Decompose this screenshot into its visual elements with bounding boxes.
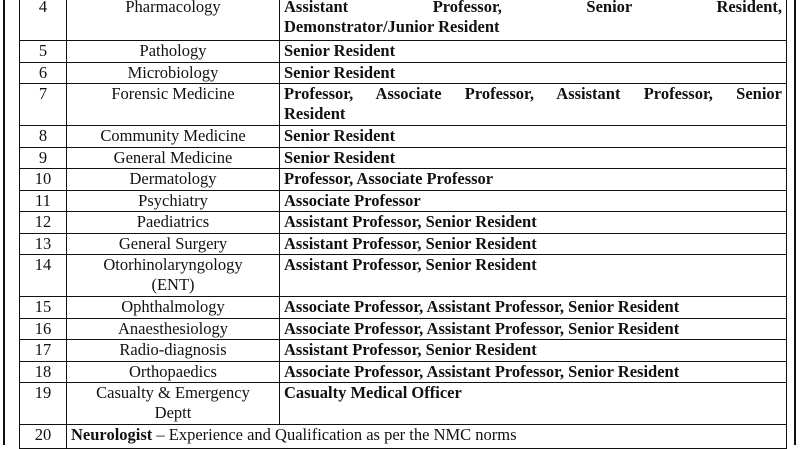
table-row bbox=[20, 340, 787, 362]
posts-cell: Senior Resident bbox=[280, 41, 787, 63]
department-name bbox=[67, 383, 280, 425]
serial-number: 19 bbox=[20, 383, 67, 425]
serial-number: 15 bbox=[20, 297, 67, 319]
table-row bbox=[20, 255, 787, 297]
table-row bbox=[20, 383, 787, 425]
posts-cell: Assistant Professor, Senior Resident bbox=[280, 233, 787, 255]
posts-cell: Associate Professor, Assistant Professor, Senior Resident bbox=[280, 361, 787, 383]
posts-cell bbox=[280, 0, 787, 41]
department-name: Pathology bbox=[67, 41, 280, 63]
posts-cell: Casualty Medical Officer bbox=[280, 383, 787, 425]
posts-line-1 bbox=[284, 0, 782, 17]
posts-line-2: Resident bbox=[284, 104, 346, 123]
serial-number: 14 bbox=[20, 255, 67, 297]
posts-cell: Assistant Professor, Senior Resident bbox=[280, 255, 787, 297]
table-row bbox=[20, 297, 787, 319]
department-name: Pharmacology bbox=[67, 0, 280, 41]
serial-number: 20 bbox=[20, 425, 67, 449]
department-name: Paediatrics bbox=[67, 212, 280, 234]
department-name bbox=[67, 255, 280, 297]
department-name: Microbiology bbox=[67, 62, 280, 84]
serial-number: 11 bbox=[20, 190, 67, 212]
department-name: Orthopaedics bbox=[67, 361, 280, 383]
department-name: Forensic Medicine bbox=[67, 84, 280, 126]
serial-number: 7 bbox=[20, 84, 67, 126]
table-row bbox=[20, 190, 787, 212]
serial-number: 10 bbox=[20, 169, 67, 191]
posts-line-2: Demonstrator/Junior Resident bbox=[284, 17, 500, 36]
department-line-1: Casualty & Emergency bbox=[96, 383, 250, 402]
serial-number: 12 bbox=[20, 212, 67, 234]
table-row bbox=[20, 84, 787, 126]
serial-number: 8 bbox=[20, 126, 67, 148]
vacancy-table bbox=[19, 0, 787, 449]
table-row bbox=[20, 212, 787, 234]
table-row bbox=[20, 169, 787, 191]
posts-cell: Assistant Professor, Senior Resident bbox=[280, 340, 787, 362]
table-row bbox=[20, 147, 787, 169]
department-name: Psychiatry bbox=[67, 190, 280, 212]
department-name: Radio-diagnosis bbox=[67, 340, 280, 362]
serial-number: 6 bbox=[20, 62, 67, 84]
serial-number: 17 bbox=[20, 340, 67, 362]
posts-cell: Senior Resident bbox=[280, 126, 787, 148]
department-line-1: Otorhinolaryngology bbox=[103, 255, 243, 274]
neurologist-label: Neurologist bbox=[71, 425, 153, 444]
posts-line-1: Professor, Associate Professor, Assistant Professor, Senior bbox=[284, 84, 782, 103]
department-name: Community Medicine bbox=[67, 126, 280, 148]
table-row bbox=[20, 361, 787, 383]
posts-cell: Senior Resident bbox=[280, 147, 787, 169]
posts-cell: Associate Professor bbox=[280, 190, 787, 212]
neurologist-text: – Experience and Qualification as per the NMC norms bbox=[152, 425, 517, 444]
table-row bbox=[20, 318, 787, 340]
department-name: Ophthalmology bbox=[67, 297, 280, 319]
department-name: Dermatology bbox=[67, 169, 280, 191]
serial-number: 16 bbox=[20, 318, 67, 340]
table-row bbox=[20, 41, 787, 63]
page-border-left bbox=[3, 0, 5, 445]
table-row bbox=[20, 233, 787, 255]
posts-cell: Professor, Associate Professor bbox=[280, 169, 787, 191]
department-line-2: Deptt bbox=[154, 403, 192, 422]
serial-number: 5 bbox=[20, 41, 67, 63]
table-row bbox=[20, 62, 787, 84]
page-border-right bbox=[794, 0, 796, 445]
posts-cell bbox=[280, 84, 787, 126]
posts-cell: Associate Professor, Assistant Professor, Senior Resident bbox=[280, 297, 787, 319]
posts-text: Assistant Professor, Senior Resident, bbox=[284, 0, 782, 16]
posts-cell: Associate Professor, Assistant Professor, Senior Resident bbox=[280, 318, 787, 340]
department-name: General Medicine bbox=[67, 147, 280, 169]
posts-cell: Assistant Professor, Senior Resident bbox=[280, 212, 787, 234]
table-row bbox=[20, 0, 787, 41]
department-name: General Surgery bbox=[67, 233, 280, 255]
serial-number: 9 bbox=[20, 147, 67, 169]
table-row bbox=[20, 126, 787, 148]
serial-number: 18 bbox=[20, 361, 67, 383]
department-line-2: (ENT) bbox=[151, 275, 195, 294]
serial-number: 4 bbox=[20, 0, 67, 41]
serial-number: 13 bbox=[20, 233, 67, 255]
posts-cell: Senior Resident bbox=[280, 62, 787, 84]
department-name: Anaesthesiology bbox=[67, 318, 280, 340]
